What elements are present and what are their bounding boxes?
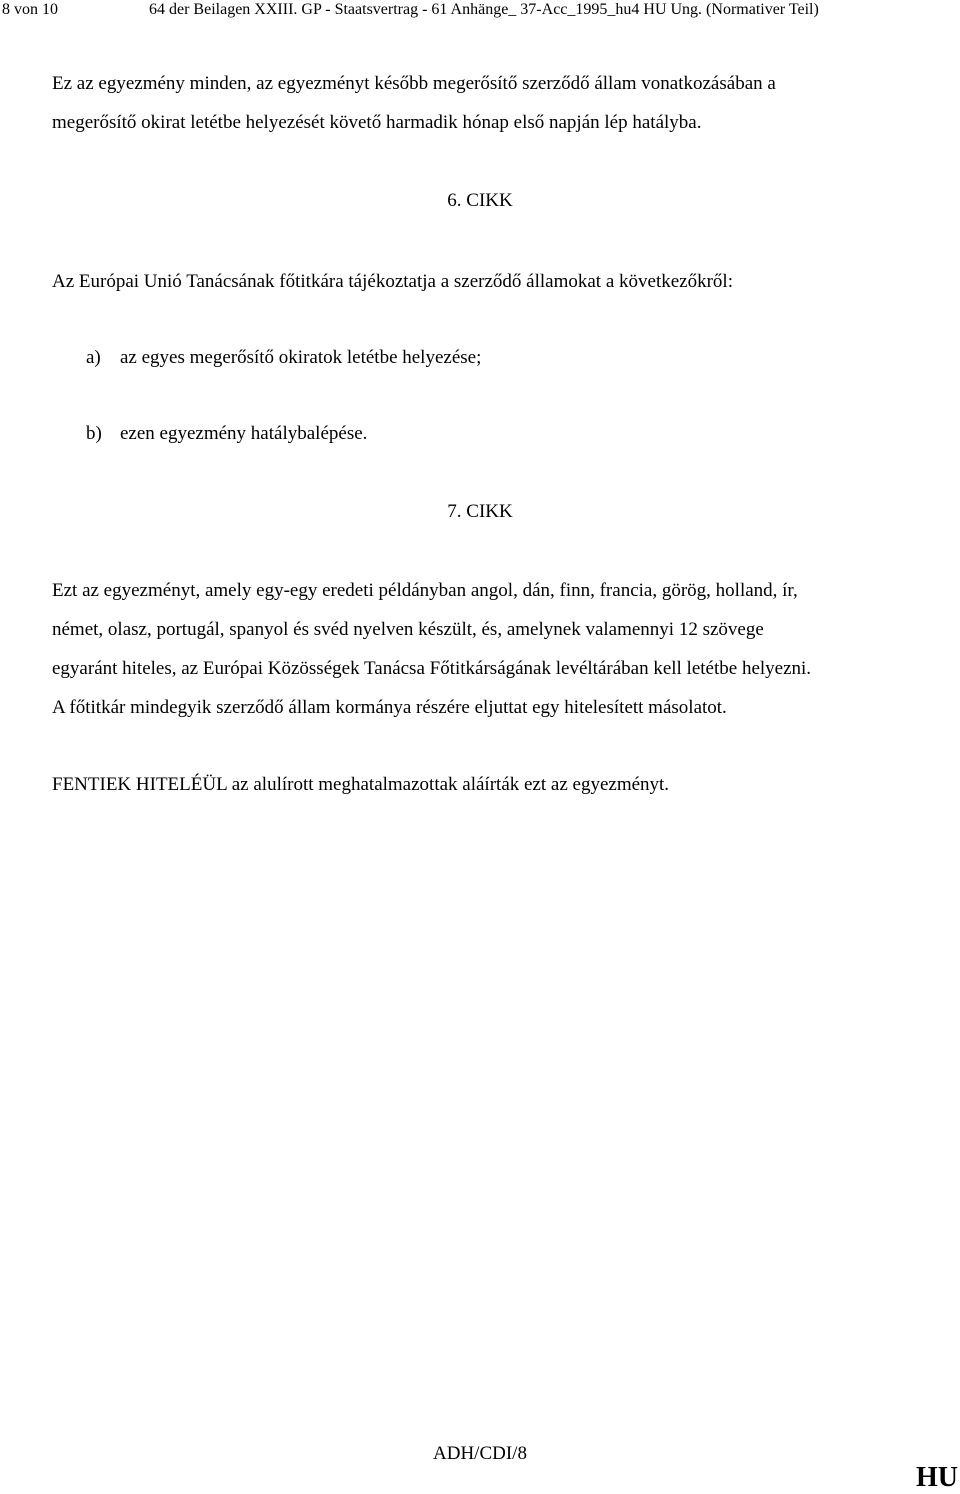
list-item-a bbox=[86, 345, 481, 371]
closing-paragraph bbox=[52, 765, 952, 804]
intro-paragraph bbox=[52, 64, 952, 142]
list-marker: a) bbox=[86, 347, 101, 368]
article-7-line: Ezt az egyezményt, amely egy-egy eredeti példányban angol, dán, finn, francia, görög, holland, ír, bbox=[52, 580, 798, 601]
article-7-line: német, olasz, portugál, spanyol és svéd nyelven készült, és, amelynek valamennyi 12 szövege bbox=[52, 619, 764, 640]
document-reference: 64 der Beilagen XXIII. GP - Staatsvertrag - 61 Anhänge_ 37-Acc_1995_hu4 HU Ung. (Normativer Teil) bbox=[149, 1, 819, 18]
article-6-paragraph bbox=[52, 262, 952, 301]
intro-line: megerősítő okirat letétbe helyezését követő harmadik hónap első napján lép hatályba. bbox=[52, 112, 702, 133]
list-item-text: az egyes megerősítő okiratok letétbe helyezése; bbox=[120, 347, 482, 368]
article-6-heading: 6. CIKK bbox=[447, 190, 513, 211]
list-item-text: ezen egyezmény hatálybalépése. bbox=[120, 423, 368, 444]
article-7-heading: 7. CIKK bbox=[447, 501, 513, 522]
list-item-b bbox=[86, 421, 367, 447]
article-7-line: A főtitkár mindegyik szerződő állam kormánya részére eljuttat egy hitelesített másolatot. bbox=[52, 697, 727, 718]
page-header bbox=[0, 0, 960, 24]
language-mark: HU bbox=[916, 1462, 958, 1493]
article-7-paragraph bbox=[52, 571, 952, 727]
article-6-text: Az Európai Unió Tanácsának főtitkára tájékoztatja a szerződő államokat a következőkről: bbox=[52, 271, 733, 292]
article-7-line: egyaránt hiteles, az Európai Közösségek Tanácsa Főtitkárságának levéltárában kell letétbe helyezni. bbox=[52, 658, 812, 679]
list-marker: b) bbox=[86, 423, 102, 444]
intro-line: Ez az egyezmény minden, az egyezményt később megerősítő szerződő állam vonatkozásában a bbox=[52, 73, 776, 94]
page-number: 8 von 10 bbox=[2, 1, 58, 18]
closing-text: FENTIEK HITELÉÜL az alulírott meghatalmazottak aláírták ezt az egyezményt. bbox=[52, 774, 670, 795]
document-code: ADH/CDI/8 bbox=[433, 1443, 527, 1464]
